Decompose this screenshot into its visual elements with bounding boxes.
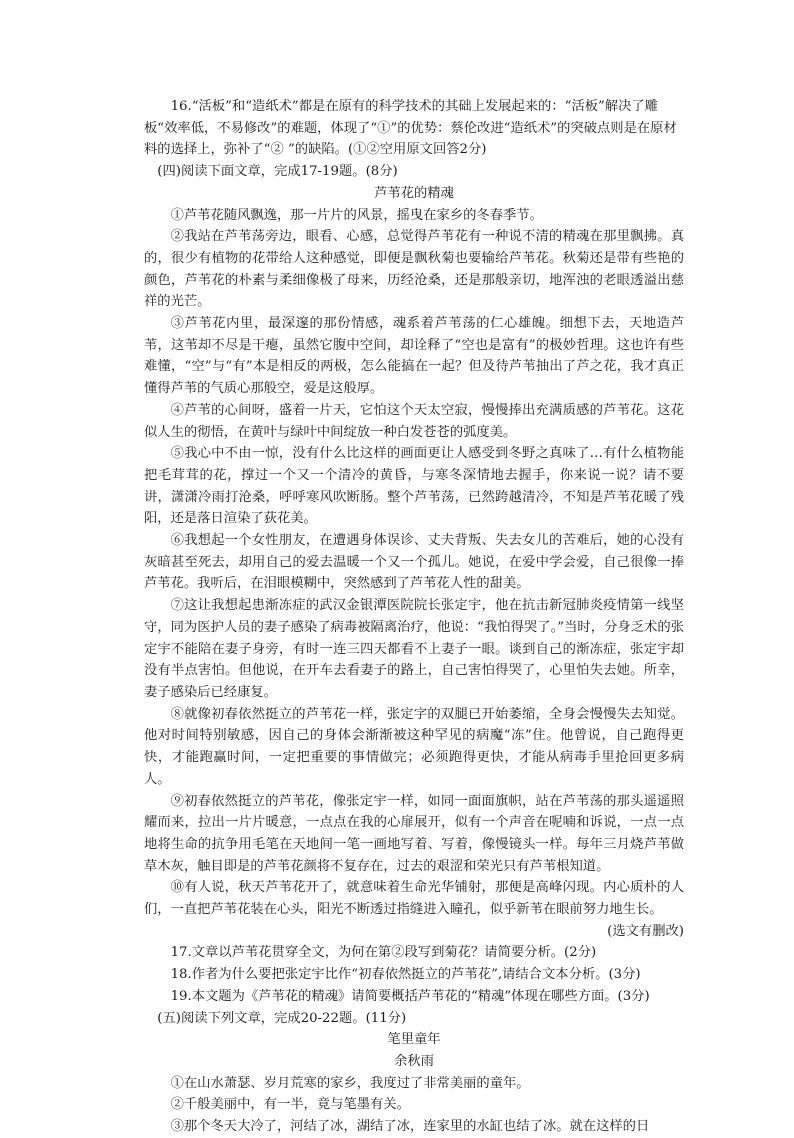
article-1-paragraph: ⑩有人说，秋天芦苇花开了，就意味着生命光华铺射，那便是高峰闪现。内心质朴的人们，一直把芦苇花装在心头，阳光不断透过指缝进入瞳孔，似乎新苇在眼前努力地生长。 <box>144 880 684 918</box>
article-2-paragraph: ②千般美丽中，有一半，竟与笔墨有关。 <box>170 1097 410 1113</box>
article-1-paragraph: ⑧就像初春依然挺立的芦苇花一样，张定字的双腿已开始萎缩，全身会慢慢失去知觉。他对时间特别敏感，因自己的身体会渐渐被这种罕见的病魔“冻”住。他曾说，自己跑得更快，才能跑赢时间，一定把重要的事情做完；必须跑得更快，才能从病毒手里抢回更多病人。 <box>144 706 684 787</box>
article-1-paragraph: ④芦苇的心间呀，盛着一片天，它怕这个天太空寂，慢慢捧出充满质感的芦苇花。这花似人生的彻悟，在黄叶与绿叶中间绽放一种白发苍苍的弧度美。 <box>144 402 684 440</box>
article-2-author: 余秋雨 <box>394 1053 434 1069</box>
article-1-paragraph: ⑥我想起一个女性朋友，在遭遇身体误诊、丈夫背叛、失去女儿的苦难后，她的心没有灰暗甚至死去，却用自己的爱去温暖一个又一个孤儿。她说，在爱中学会爱，自己很像一捧芦苇花。我听后，在泪眼模糊中，突然感到了芦苇花人性的甜美。 <box>144 533 684 592</box>
question-16: 16.“活板”和“造纸术”都是在原有的科学技术的其础上发展起来的：“活板”解决了雕板“效率低，不易修改”的难题，体现了“①”的优势：蔡伦改进“造纸术”的突破点则是在原材料的选择上，弥补了“② ”的缺陷。(①②空用原文回答2分) <box>144 99 677 158</box>
article-1-paragraph: ③芦苇花内里，最深邃的那份情感，魂系着芦苇荡的仁心雄魄。细想下去，天地造芦苇，这苇却不尽是干瘪，虽然它腹中空间，却诠释了“空也是富有”的极妙哲理。这也许有些难懂，“空”与“有”本是相反的两极，怎么能搞在一起？但及待芦苇抽出了芦之花，我才真正懂得芦苇的气质心那般空，爱是这般厚。 <box>144 316 684 397</box>
article-1-paragraph: ①芦苇花随风飘逸，那一片片的风景，摇曳在家乡的冬春季节。 <box>170 207 543 223</box>
article-1-paragraph: ⑦这让我想起患渐冻症的武汉金银潭医院院长张定宇，他在抗击新冠肺炎疫情第一线坚守，同为医护人员的妻子感染了病毒被隔离治疗，他说：“我怕得哭了。”当时，分身乏术的张定宇不能陪在妻子身旁，有时一连三四天都看不上妻子一眼。谈到自己的渐冻症，张定宇却没有半点害怕。但他说，在开车去看妻子的路上，自己害怕得哭了，心里怕失去她。所幸，妻子感染后已经康复。 <box>144 598 684 700</box>
question-18: 18.作者为什么要把张定宇比作“初春依然挺立的芦苇花”,请结合文本分析。(3分) <box>170 967 641 983</box>
article-2-paragraph: ①在山水萧瑟、岁月荒寒的家乡，我度过了非常美丽的童年。 <box>170 1075 530 1091</box>
section-4-heading: (四)阅读下面文章，完成17-19题。(8分) <box>157 164 398 180</box>
article-2-title: 笔里童年 <box>387 1032 441 1048</box>
article-1-paragraph: ⑨初春依然挺立的芦苇花，像张定宇一样，如同一面面旗帜，站在芦苇荡的那头遥遥照耀而来，拉出一片片暖意，一点点在我的心扉展开，似有一个声音在呢喃和诉说，一点一点地将生命的抗争用毛笔在天地间一笔一画地写着、写着，像慢镜头一样。每年三月烧芦苇做草木灰，触目即是的芦苇花颜将不复存在，过去的艰涩和荣光只有芦苇根知道。 <box>144 793 684 874</box>
source-note: (选文有删改) <box>607 923 684 939</box>
document-page <box>144 96 684 1138</box>
question-17: 17.文章以芦苇花贯穿全文，为何在第②段写到菊花？请简要分析。(2分) <box>170 945 597 961</box>
article-2-paragraph: ③那个冬天大冷了，河结了冰，湖结了冰，连家里的水缸也结了冰。就在这样的日 <box>170 1119 650 1135</box>
article-1-paragraph: ②我站在芦苇荡旁边，眼看、心感，总觉得芦苇花有一种说不清的精魂在那里飘拂。真的，很少有植物的花带给人这种感觉，即便是飘秋菊也要输给芦苇花。秋菊还是带有些艳的颜色，芦苇花的朴素与柔细像极了母来，历经沧桑，还是那般亲切，地浑浊的老眼透溢出慈祥的光芒。 <box>144 229 684 310</box>
article-1-title: 芦苇花的精魂 <box>374 185 454 201</box>
question-19: 19.本文题为《芦苇花的精魂》请简要概括芦苇花的“精魂”体现在哪些方面。(3分) <box>170 988 650 1004</box>
article-1-paragraph: ⑤我心中不由一惊，没有什么比这样的画面更让人感受到冬野之真味了…有什么植物能把毛茸茸的花，撑过一个又一个清冷的黄昏，与寒冬深情地去握手，你来说一说？请不要讲，潇潇冷雨打沧桑，呼呼寒风吹断肠。整个芦苇荡，已然跨越清冷，不知是芦苇花暖了残阳，还是落日渲染了荻花美。 <box>144 446 684 527</box>
section-5-heading: (五)阅读下列文章，完成20-22题。(11分) <box>157 1010 407 1026</box>
